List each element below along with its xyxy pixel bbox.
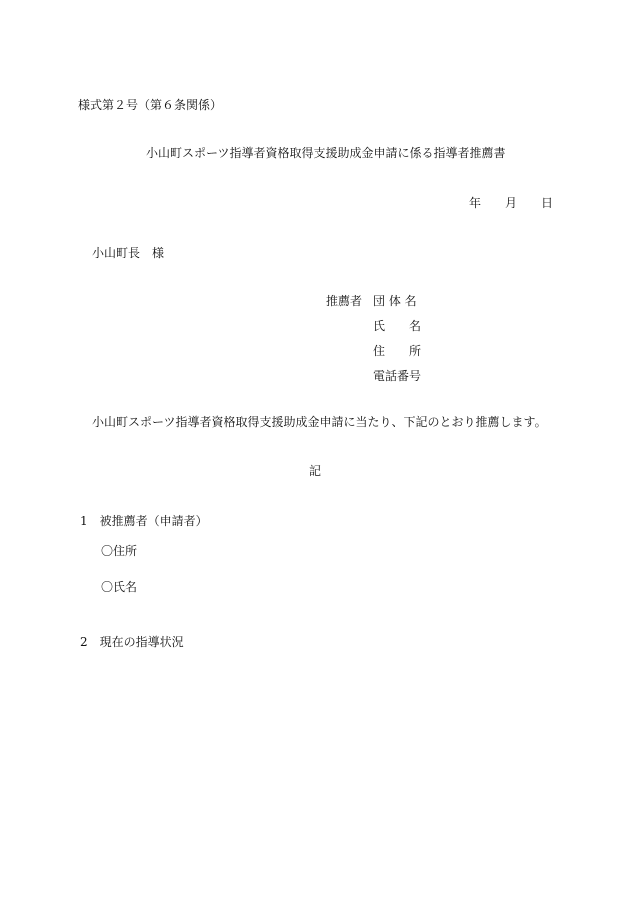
recommendation-statement: 小山町スポーツ指導者資格取得支援助成金申請に当たり、下記のとおり推薦します。 bbox=[92, 415, 547, 429]
document-title: 小山町スポーツ指導者資格取得支援助成金申請に係る指導者推薦書 bbox=[146, 146, 506, 160]
section-1-heading: 1 被推薦者（申請者） bbox=[80, 514, 208, 528]
date-line: 年 月 日 bbox=[469, 196, 554, 210]
recommender-address-label: 住 所 bbox=[373, 344, 422, 358]
recommender-label: 推薦者 bbox=[326, 294, 363, 308]
section-2-heading: 2 現在の指導状況 bbox=[80, 635, 184, 649]
organization-name-label: 団 体 名 bbox=[373, 294, 417, 308]
nominee-address-item: 〇住所 bbox=[101, 544, 138, 558]
ki-heading: 記 bbox=[309, 464, 322, 478]
recommender-name-label: 氏 名 bbox=[373, 319, 422, 333]
form-number: 様式第２号（第６条関係） bbox=[78, 98, 223, 112]
addressee: 小山町長 様 bbox=[92, 246, 165, 260]
nominee-name-item: 〇氏名 bbox=[101, 580, 138, 594]
phone-number-label: 電話番号 bbox=[373, 369, 422, 383]
